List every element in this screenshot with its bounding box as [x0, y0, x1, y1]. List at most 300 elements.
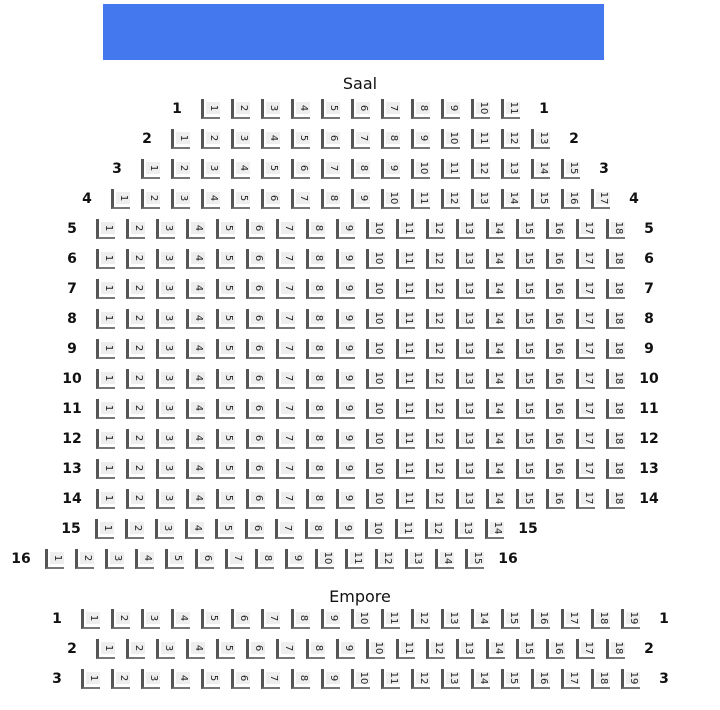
seat[interactable] — [546, 309, 565, 329]
seat[interactable] — [411, 99, 430, 119]
seat[interactable] — [606, 399, 625, 419]
seat[interactable] — [351, 669, 370, 689]
seat[interactable] — [576, 249, 595, 269]
seat[interactable] — [591, 609, 610, 629]
seat[interactable] — [126, 489, 145, 509]
seat[interactable] — [246, 339, 265, 359]
seat[interactable] — [576, 309, 595, 329]
seat[interactable] — [96, 219, 115, 239]
seat[interactable] — [456, 279, 475, 299]
seat[interactable] — [126, 309, 145, 329]
seat[interactable] — [96, 339, 115, 359]
seat[interactable] — [576, 369, 595, 389]
seat[interactable] — [156, 459, 175, 479]
seat[interactable] — [336, 639, 355, 659]
seat[interactable] — [516, 279, 535, 299]
seat[interactable] — [336, 489, 355, 509]
seat[interactable] — [111, 669, 130, 689]
seat[interactable] — [456, 399, 475, 419]
seat[interactable] — [306, 279, 325, 299]
seat[interactable] — [381, 99, 400, 119]
seat[interactable] — [426, 279, 445, 299]
seat[interactable] — [336, 249, 355, 269]
seat[interactable] — [351, 189, 370, 209]
seat[interactable] — [231, 129, 250, 149]
seat[interactable] — [396, 459, 415, 479]
seat[interactable] — [185, 519, 204, 539]
seat[interactable] — [156, 279, 175, 299]
seat[interactable] — [516, 429, 535, 449]
seat[interactable] — [246, 639, 265, 659]
seat[interactable] — [276, 249, 295, 269]
seat[interactable] — [441, 609, 460, 629]
seat[interactable] — [471, 189, 490, 209]
seat[interactable] — [321, 99, 340, 119]
seat[interactable] — [501, 99, 520, 119]
seat[interactable] — [126, 369, 145, 389]
seat[interactable] — [306, 219, 325, 239]
seat[interactable] — [105, 549, 124, 569]
seat[interactable] — [516, 249, 535, 269]
seat[interactable] — [396, 309, 415, 329]
seat[interactable] — [96, 249, 115, 269]
seat[interactable] — [306, 399, 325, 419]
seat[interactable] — [246, 459, 265, 479]
seat[interactable] — [441, 159, 460, 179]
seat[interactable] — [276, 399, 295, 419]
seat[interactable] — [171, 669, 190, 689]
seat[interactable] — [396, 639, 415, 659]
seat[interactable] — [96, 489, 115, 509]
seat[interactable] — [321, 189, 340, 209]
seat[interactable] — [261, 609, 280, 629]
seat[interactable] — [125, 519, 144, 539]
seat[interactable] — [246, 279, 265, 299]
seat[interactable] — [366, 459, 385, 479]
seat[interactable] — [126, 459, 145, 479]
seat[interactable] — [561, 609, 580, 629]
seat[interactable] — [156, 339, 175, 359]
seat[interactable] — [156, 429, 175, 449]
seat[interactable] — [531, 669, 550, 689]
seat[interactable] — [351, 129, 370, 149]
seat[interactable] — [366, 309, 385, 329]
seat[interactable] — [201, 129, 220, 149]
seat[interactable] — [576, 459, 595, 479]
seat[interactable] — [306, 369, 325, 389]
seat[interactable] — [276, 369, 295, 389]
seat[interactable] — [351, 99, 370, 119]
seat[interactable] — [531, 129, 550, 149]
seat[interactable] — [366, 399, 385, 419]
seat[interactable] — [81, 669, 100, 689]
seat[interactable] — [471, 99, 490, 119]
seat[interactable] — [96, 279, 115, 299]
seat[interactable] — [95, 519, 114, 539]
seat[interactable] — [291, 609, 310, 629]
seat[interactable] — [156, 399, 175, 419]
seat[interactable] — [306, 309, 325, 329]
seat[interactable] — [96, 369, 115, 389]
seat[interactable] — [261, 159, 280, 179]
seat[interactable] — [336, 309, 355, 329]
seat[interactable] — [246, 219, 265, 239]
seat[interactable] — [426, 459, 445, 479]
seat[interactable] — [231, 609, 250, 629]
seat[interactable] — [351, 159, 370, 179]
seat[interactable] — [255, 549, 274, 569]
seat[interactable] — [411, 609, 430, 629]
seat[interactable] — [486, 219, 505, 239]
seat[interactable] — [516, 309, 535, 329]
seat[interactable] — [516, 639, 535, 659]
seat[interactable] — [546, 339, 565, 359]
seat[interactable] — [426, 219, 445, 239]
seat[interactable] — [291, 669, 310, 689]
seat[interactable] — [276, 339, 295, 359]
seat[interactable] — [291, 99, 310, 119]
seat[interactable] — [606, 339, 625, 359]
seat[interactable] — [321, 159, 340, 179]
seat[interactable] — [366, 339, 385, 359]
seat[interactable] — [156, 639, 175, 659]
seat[interactable] — [126, 249, 145, 269]
seat[interactable] — [516, 489, 535, 509]
seat[interactable] — [216, 399, 235, 419]
seat[interactable] — [345, 549, 364, 569]
seat[interactable] — [201, 189, 220, 209]
seat[interactable] — [246, 309, 265, 329]
seat[interactable] — [126, 399, 145, 419]
seat[interactable] — [126, 339, 145, 359]
seat[interactable] — [381, 609, 400, 629]
seat[interactable] — [405, 549, 424, 569]
seat[interactable] — [246, 249, 265, 269]
seat[interactable] — [291, 189, 310, 209]
seat[interactable] — [171, 159, 190, 179]
seat[interactable] — [396, 369, 415, 389]
seat[interactable] — [336, 429, 355, 449]
seat[interactable] — [246, 369, 265, 389]
seat[interactable] — [501, 159, 520, 179]
seat[interactable] — [501, 609, 520, 629]
seat[interactable] — [501, 129, 520, 149]
seat[interactable] — [516, 399, 535, 419]
seat[interactable] — [546, 369, 565, 389]
seat[interactable] — [186, 429, 205, 449]
seat[interactable] — [576, 219, 595, 239]
seat[interactable] — [456, 429, 475, 449]
seat[interactable] — [246, 399, 265, 419]
seat[interactable] — [216, 489, 235, 509]
seat[interactable] — [276, 219, 295, 239]
seat[interactable] — [441, 99, 460, 119]
seat[interactable] — [621, 609, 640, 629]
seat[interactable] — [216, 459, 235, 479]
seat[interactable] — [546, 459, 565, 479]
seat[interactable] — [135, 549, 154, 569]
seat[interactable] — [225, 549, 244, 569]
seat[interactable] — [126, 219, 145, 239]
seat[interactable] — [486, 339, 505, 359]
seat[interactable] — [366, 249, 385, 269]
seat[interactable] — [186, 459, 205, 479]
seat[interactable] — [456, 219, 475, 239]
seat[interactable] — [315, 549, 334, 569]
seat[interactable] — [231, 669, 250, 689]
seat[interactable] — [485, 519, 504, 539]
seat[interactable] — [306, 429, 325, 449]
seat[interactable] — [306, 459, 325, 479]
seat[interactable] — [546, 489, 565, 509]
seat[interactable] — [396, 429, 415, 449]
seat[interactable] — [96, 429, 115, 449]
seat[interactable] — [336, 399, 355, 419]
seat[interactable] — [306, 489, 325, 509]
seat[interactable] — [606, 429, 625, 449]
seat[interactable] — [45, 549, 64, 569]
seat[interactable] — [396, 279, 415, 299]
seat[interactable] — [486, 639, 505, 659]
seat[interactable] — [395, 519, 414, 539]
seat[interactable] — [606, 309, 625, 329]
seat[interactable] — [81, 609, 100, 629]
seat[interactable] — [531, 609, 550, 629]
seat[interactable] — [96, 399, 115, 419]
seat[interactable] — [171, 189, 190, 209]
seat[interactable] — [156, 309, 175, 329]
seat[interactable] — [231, 99, 250, 119]
seat[interactable] — [156, 249, 175, 269]
seat[interactable] — [546, 399, 565, 419]
seat[interactable] — [606, 219, 625, 239]
seat[interactable] — [455, 519, 474, 539]
seat[interactable] — [216, 219, 235, 239]
seat[interactable] — [186, 399, 205, 419]
seat[interactable] — [561, 189, 580, 209]
seat[interactable] — [156, 489, 175, 509]
seat[interactable] — [276, 279, 295, 299]
seat[interactable] — [165, 549, 184, 569]
seat[interactable] — [606, 489, 625, 509]
seat[interactable] — [186, 369, 205, 389]
seat[interactable] — [366, 369, 385, 389]
seat[interactable] — [96, 639, 115, 659]
seat[interactable] — [411, 189, 430, 209]
seat[interactable] — [375, 549, 394, 569]
seat[interactable] — [141, 159, 160, 179]
seat[interactable] — [261, 99, 280, 119]
seat[interactable] — [141, 609, 160, 629]
seat[interactable] — [411, 159, 430, 179]
seat[interactable] — [276, 429, 295, 449]
seat[interactable] — [456, 459, 475, 479]
seat[interactable] — [216, 339, 235, 359]
seat[interactable] — [186, 339, 205, 359]
seat[interactable] — [501, 189, 520, 209]
seat[interactable] — [591, 189, 610, 209]
seat[interactable] — [456, 339, 475, 359]
seat[interactable] — [276, 459, 295, 479]
seat[interactable] — [456, 249, 475, 269]
seat[interactable] — [516, 219, 535, 239]
seat[interactable] — [396, 249, 415, 269]
seat[interactable] — [171, 129, 190, 149]
seat[interactable] — [606, 369, 625, 389]
seat[interactable] — [216, 639, 235, 659]
seat[interactable] — [441, 189, 460, 209]
seat[interactable] — [546, 639, 565, 659]
seat[interactable] — [111, 189, 130, 209]
seat[interactable] — [366, 219, 385, 239]
seat[interactable] — [426, 399, 445, 419]
seat[interactable] — [531, 189, 550, 209]
seat[interactable] — [276, 489, 295, 509]
seat[interactable] — [336, 369, 355, 389]
seat[interactable] — [465, 549, 484, 569]
seat[interactable] — [576, 279, 595, 299]
seat[interactable] — [486, 279, 505, 299]
seat[interactable] — [426, 639, 445, 659]
seat[interactable] — [246, 489, 265, 509]
seat[interactable] — [246, 429, 265, 449]
seat[interactable] — [195, 549, 214, 569]
seat[interactable] — [606, 639, 625, 659]
seat[interactable] — [216, 249, 235, 269]
seat[interactable] — [186, 309, 205, 329]
seat[interactable] — [306, 249, 325, 269]
seat[interactable] — [366, 489, 385, 509]
seat[interactable] — [336, 279, 355, 299]
seat[interactable] — [96, 309, 115, 329]
seat[interactable] — [186, 639, 205, 659]
seat[interactable] — [276, 309, 295, 329]
seat[interactable] — [141, 189, 160, 209]
seat[interactable] — [486, 489, 505, 509]
seat[interactable] — [261, 129, 280, 149]
seat[interactable] — [435, 549, 454, 569]
seat[interactable] — [501, 669, 520, 689]
seat[interactable] — [381, 159, 400, 179]
seat[interactable] — [426, 249, 445, 269]
seat[interactable] — [171, 609, 190, 629]
seat[interactable] — [366, 279, 385, 299]
seat[interactable] — [186, 489, 205, 509]
seat[interactable] — [546, 279, 565, 299]
seat[interactable] — [186, 279, 205, 299]
seat[interactable] — [75, 549, 94, 569]
seat[interactable] — [306, 639, 325, 659]
seat[interactable] — [456, 489, 475, 509]
seat[interactable] — [486, 399, 505, 419]
seat[interactable] — [425, 519, 444, 539]
seat[interactable] — [321, 129, 340, 149]
seat[interactable] — [231, 189, 250, 209]
seat[interactable] — [471, 159, 490, 179]
seat[interactable] — [576, 639, 595, 659]
seat[interactable] — [546, 249, 565, 269]
seat[interactable] — [471, 129, 490, 149]
seat[interactable] — [516, 369, 535, 389]
seat[interactable] — [531, 159, 550, 179]
seat[interactable] — [591, 669, 610, 689]
seat[interactable] — [306, 339, 325, 359]
seat[interactable] — [365, 519, 384, 539]
seat[interactable] — [486, 309, 505, 329]
seat[interactable] — [276, 639, 295, 659]
seat[interactable] — [141, 669, 160, 689]
seat[interactable] — [486, 369, 505, 389]
seat[interactable] — [215, 519, 234, 539]
seat[interactable] — [216, 429, 235, 449]
seat[interactable] — [305, 519, 324, 539]
seat[interactable] — [471, 669, 490, 689]
seat[interactable] — [606, 249, 625, 269]
seat[interactable] — [426, 339, 445, 359]
seat[interactable] — [426, 489, 445, 509]
seat[interactable] — [516, 339, 535, 359]
seat[interactable] — [396, 339, 415, 359]
seat[interactable] — [291, 159, 310, 179]
seat[interactable] — [456, 369, 475, 389]
seat[interactable] — [201, 609, 220, 629]
seat[interactable] — [381, 669, 400, 689]
seat[interactable] — [245, 519, 264, 539]
seat[interactable] — [561, 669, 580, 689]
seat[interactable] — [441, 669, 460, 689]
seat[interactable] — [381, 129, 400, 149]
seat[interactable] — [426, 369, 445, 389]
seat[interactable] — [336, 459, 355, 479]
seat[interactable] — [336, 219, 355, 239]
seat[interactable] — [396, 219, 415, 239]
seat[interactable] — [201, 159, 220, 179]
seat[interactable] — [321, 609, 340, 629]
seat[interactable] — [456, 639, 475, 659]
seat[interactable] — [411, 669, 430, 689]
seat[interactable] — [261, 189, 280, 209]
seat[interactable] — [396, 489, 415, 509]
seat[interactable] — [231, 159, 250, 179]
seat[interactable] — [576, 429, 595, 449]
seat[interactable] — [321, 669, 340, 689]
seat[interactable] — [546, 429, 565, 449]
seat[interactable] — [606, 459, 625, 479]
seat[interactable] — [546, 219, 565, 239]
seat[interactable] — [186, 249, 205, 269]
seat[interactable] — [486, 249, 505, 269]
seat[interactable] — [576, 399, 595, 419]
seat[interactable] — [441, 129, 460, 149]
seat[interactable] — [261, 669, 280, 689]
seat[interactable] — [285, 549, 304, 569]
seat[interactable] — [201, 669, 220, 689]
seat[interactable] — [456, 309, 475, 329]
seat[interactable] — [471, 609, 490, 629]
seat[interactable] — [516, 459, 535, 479]
seat[interactable] — [411, 129, 430, 149]
seat[interactable] — [561, 159, 580, 179]
seat[interactable] — [426, 309, 445, 329]
seat[interactable] — [291, 129, 310, 149]
seat[interactable] — [366, 639, 385, 659]
seat[interactable] — [275, 519, 294, 539]
seat[interactable] — [366, 429, 385, 449]
seat[interactable] — [351, 609, 370, 629]
seat[interactable] — [381, 189, 400, 209]
seat[interactable] — [111, 609, 130, 629]
seat[interactable] — [216, 309, 235, 329]
